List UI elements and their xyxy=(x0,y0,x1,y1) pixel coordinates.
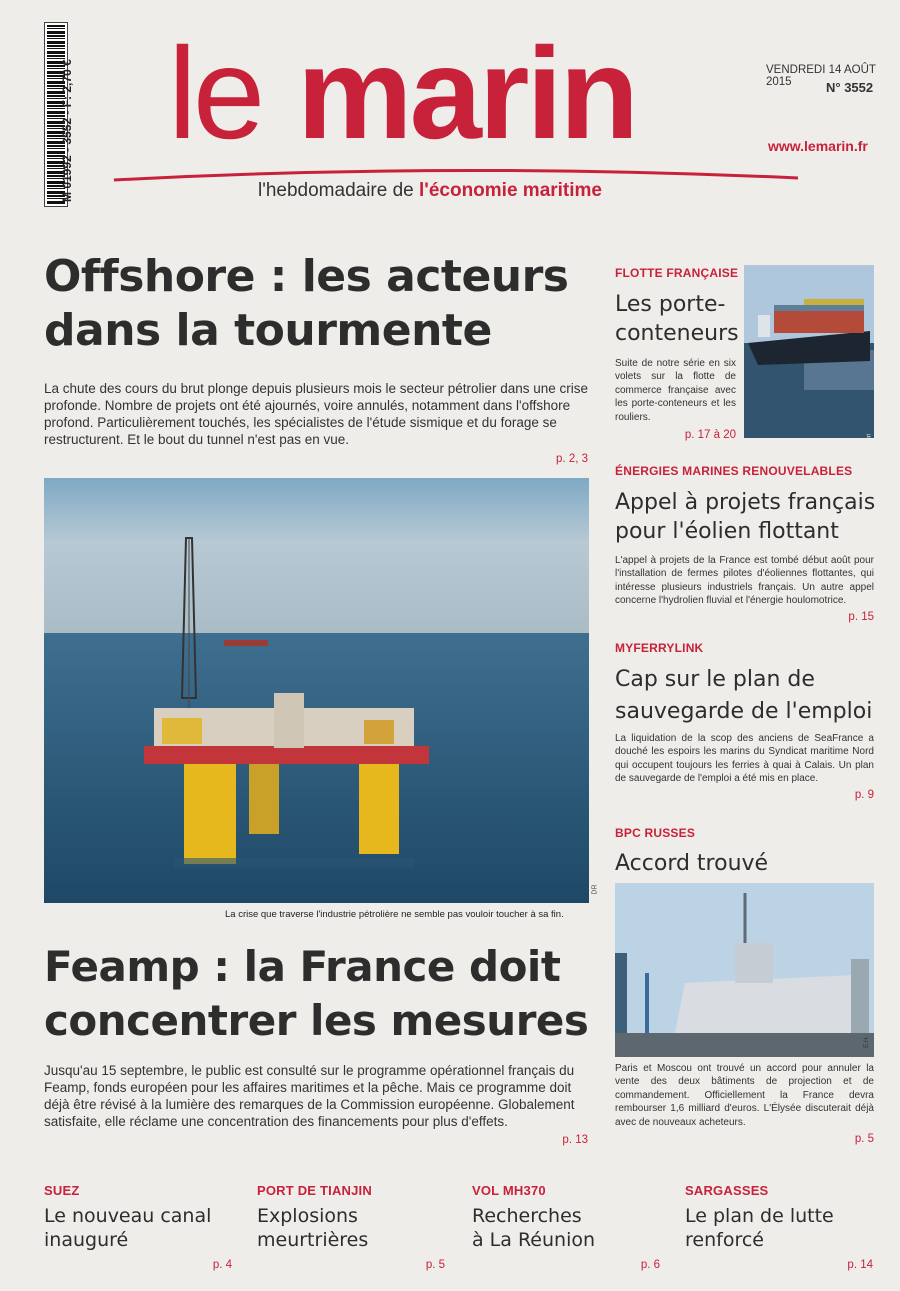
website-link[interactable]: www.lemarin.fr xyxy=(768,138,868,154)
flotte-page-ref[interactable]: p. 17 à 20 xyxy=(684,429,736,441)
teaser-kicker: SARGASSES xyxy=(685,1183,769,1198)
teaser-page-ref: p. 14 xyxy=(847,1259,873,1271)
feamp-headline xyxy=(44,940,588,1048)
bpc-kicker: BPC RUSSES xyxy=(615,826,696,840)
teaser-headline-line1: Explosions xyxy=(257,1205,358,1227)
myferry-body: La liquidation de la scop des anciens de SeaFrance a douché les espoirs les marins du Syndicat maritime Nord qui occupent toujours les ferries à quai à Calais. Un plan de sauvegarde de l'emploi a été mis en place. xyxy=(615,733,874,785)
flotte-headline-line1: Les porte- xyxy=(615,292,726,317)
bpc-body: Paris et Moscou ont trouvé un accord pour annuler la vente des deux bâtiments de projection et de commandement. Officiellement la France devra rembourser 1,6 milliard d'euros. L'Élysée discuterait déjà avec de nouveaux acheteurs. xyxy=(615,1063,874,1128)
myferry-headline-line2: sauvegarde de l'emploi xyxy=(615,699,873,724)
teaser-headline xyxy=(257,1204,449,1252)
lead-photo-credit: DR xyxy=(591,884,599,895)
teaser-kicker: SUEZ xyxy=(44,1183,80,1198)
tagline-prefix: l'hebdomadaire de xyxy=(258,180,420,201)
lead-headline-line1: Offshore : les acteurs xyxy=(44,251,569,302)
teaser-headline-line2: meurtrières xyxy=(257,1229,369,1251)
flotte-photo-credit: Eric Houri xyxy=(866,434,872,461)
emr-body: L'appel à projets de la France est tombé début août pour l'installation de fermes pilotes d'éoliennes flottantes, qui intéresse plusieurs industriels français. Un autre appel concerne l'hydrolien fluvial et l'énergie houlomotrice. xyxy=(615,555,874,607)
myferry-kicker: MYFERRYLINK xyxy=(615,641,704,655)
emr-headline-line1: Appel à projets français xyxy=(615,490,876,515)
teaser-mh370[interactable] xyxy=(472,1183,664,1271)
feamp-headline-line2: concentrer les mesures xyxy=(44,996,589,1045)
teaser-page-ref: p. 4 xyxy=(212,1259,232,1271)
teaser-page-ref: p. 5 xyxy=(425,1259,445,1271)
flotte-headline xyxy=(615,290,739,348)
teaser-headline-line2: à La Réunion xyxy=(472,1229,596,1251)
bpc-headline: Accord trouvé xyxy=(615,851,769,876)
price-label: M 01992 - 3552 - F: 2,70 € xyxy=(60,59,74,202)
emr-page-ref[interactable]: p. 15 xyxy=(848,611,874,623)
bpc-photo-credit: E.H. xyxy=(864,1036,871,1048)
bpc-page-ref[interactable]: p. 5 xyxy=(854,1133,874,1145)
lead-page-ref[interactable]: p. 2, 3 xyxy=(556,453,588,465)
teaser-headline-line2: renforcé xyxy=(685,1229,764,1251)
teaser-suez[interactable] xyxy=(44,1183,236,1271)
teaser-headline xyxy=(685,1204,877,1252)
lead-headline-line2: dans la tourmente xyxy=(44,305,492,356)
lead-headline xyxy=(44,250,569,358)
logo-le: le xyxy=(168,20,262,166)
container-ship-photo xyxy=(744,265,874,461)
flotte-kicker: FLOTTE FRANÇAISE xyxy=(615,266,739,280)
teaser-sargasses[interactable] xyxy=(685,1183,877,1271)
barcode-label xyxy=(60,22,82,205)
feamp-headline-line1: Feamp : la France doit xyxy=(44,942,561,991)
teaser-headline-line1: Le nouveau canal xyxy=(44,1205,212,1227)
teaser-page-ref: p. 6 xyxy=(640,1259,660,1271)
teaser-tianjin[interactable] xyxy=(257,1183,449,1271)
feamp-page-ref[interactable]: p. 13 xyxy=(562,1134,588,1146)
myferry-page-ref[interactable]: p. 9 xyxy=(854,789,874,801)
teaser-headline xyxy=(44,1204,236,1252)
myferry-headline xyxy=(615,664,872,728)
emr-kicker: ÉNERGIES MARINES RENOUVELABLES xyxy=(615,464,853,478)
issue-date: VENDREDI 14 AOÛT 2015 xyxy=(766,64,876,88)
mistral-ship-photo xyxy=(615,883,874,1057)
lead-body: La chute des cours du brut plonge depuis plusieurs mois le secteur pétrolier dans une crise profonde. Nombre de projets ont été ajournés, voire annulés, notamment dans l'offshore profond. Particulièrement touchés, les spécialistes de l'étude sismique et du forage se restructurent. Et le bout du tunnel n'est pas en vue. xyxy=(44,381,589,447)
offshore-platform-photo xyxy=(44,478,589,903)
issue-number: N° 3552 xyxy=(826,80,874,95)
teaser-headline-line1: Le plan de lutte xyxy=(685,1205,834,1227)
flotte-body: Suite de notre série en six volets sur la flotte de commerce française avec les porte-conteneurs et les rouliers. xyxy=(615,358,736,423)
teaser-headline-line1: Recherches xyxy=(472,1205,582,1227)
teaser-headline xyxy=(472,1204,664,1252)
emr-headline-line2: pour l'éolien flottant xyxy=(615,519,839,544)
lead-photo-caption: La crise que traverse l'industrie pétrolière ne semble pas vouloir toucher à sa fin. xyxy=(225,909,564,920)
myferry-headline-line1: Cap sur le plan de xyxy=(615,667,815,692)
logo-marin: marin xyxy=(297,20,637,166)
tagline xyxy=(258,180,602,202)
feamp-body: Jusqu'au 15 septembre, le public est consulté sur le programme opérationnel français du Feamp, fonds européen pour les affaires maritimes et la pêche. Mais ce programme doit déjà être révisé à la lumière des remarques de la Commission européenne. Globalement satisfaite, elle réclame une concentration des financements pour plus d'effets. xyxy=(44,1063,575,1129)
tagline-bold: l'économie maritime xyxy=(419,180,602,201)
teaser-kicker: VOL MH370 xyxy=(472,1183,546,1198)
flotte-headline-line2: conteneurs xyxy=(615,321,739,346)
teaser-headline-line2: inauguré xyxy=(44,1229,129,1251)
teaser-kicker: PORT DE TIANJIN xyxy=(257,1183,372,1198)
emr-headline xyxy=(615,488,875,546)
